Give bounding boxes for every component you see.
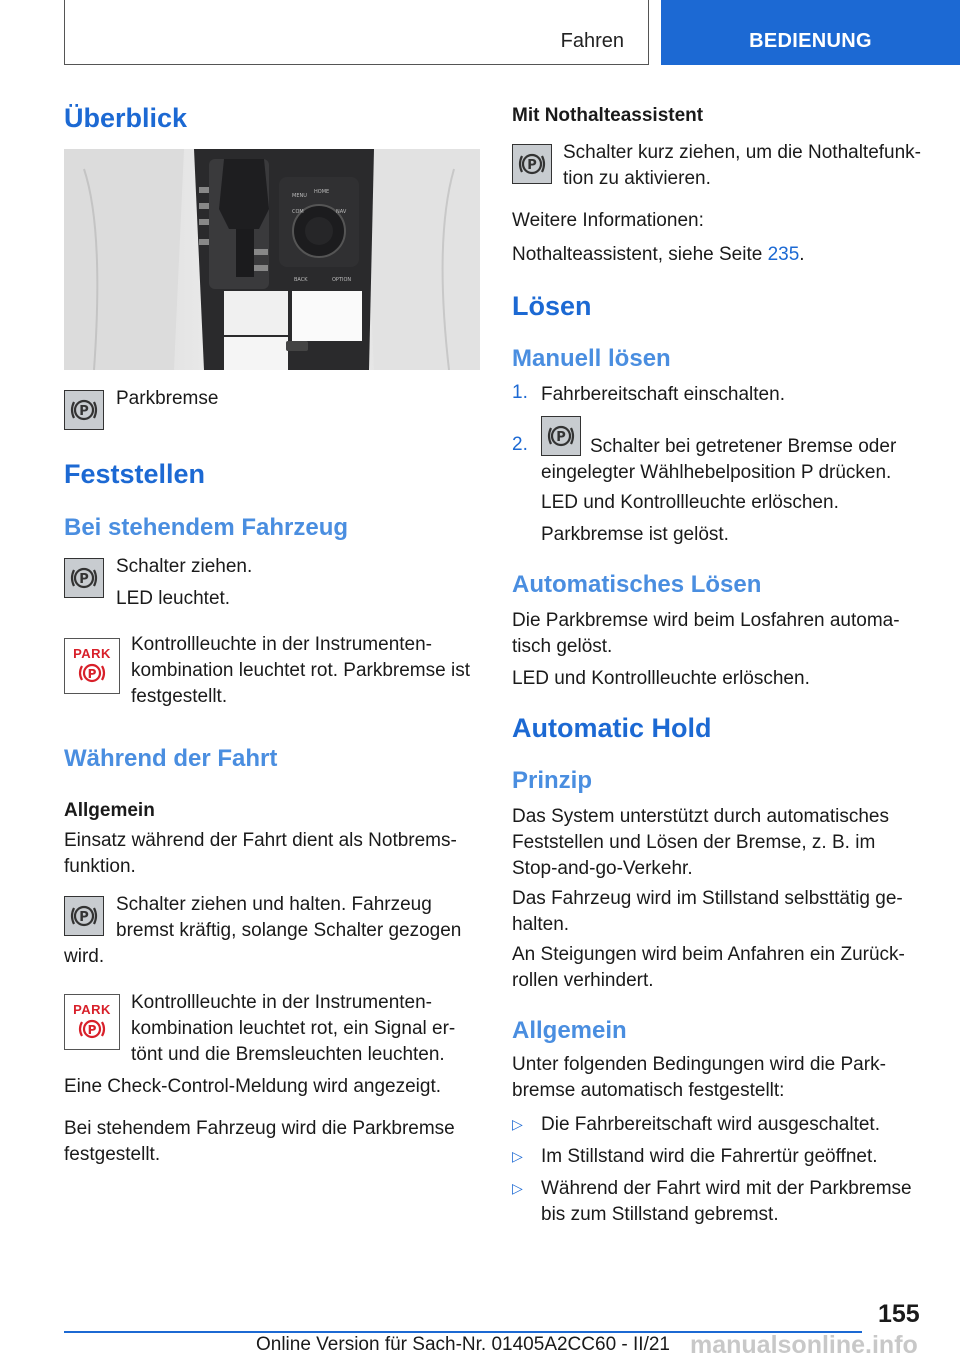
page-number: 155	[878, 1300, 920, 1328]
heading-allgemein-left: Allgemein	[64, 800, 155, 821]
text-step-2-l2: eingelegter Wählhebelposition P drücken.	[541, 462, 892, 483]
console-label-back: BACK	[294, 277, 308, 283]
svg-text:P: P	[79, 910, 89, 925]
text-einsatz-l1: Einsatz während der Fahrt dient als Notbrems‐	[64, 830, 457, 851]
text-auto-l2: tisch gelöst.	[512, 636, 613, 657]
list-item-continued: bis zum Stillstand gebremst.	[541, 1204, 779, 1225]
text-kontrollleuchte-2-l2: kombination leuchtet rot, ein Signal er‐	[131, 1018, 456, 1039]
text-schalter-ziehen: Schalter ziehen.	[116, 556, 253, 577]
svg-text:P: P	[87, 666, 97, 681]
svg-text:P: P	[527, 158, 537, 173]
text-step-2-l1: Schalter bei getretener Bremse oder	[590, 436, 897, 457]
park-word: PARK	[73, 645, 111, 661]
parking-brake-switch-icon	[64, 896, 104, 936]
text-prinzip-l6: An Steigungen wird beim Anfahren ein Zurück‐	[512, 944, 905, 965]
heading-feststellen: Feststellen	[64, 459, 206, 489]
svg-text:P: P	[87, 1022, 97, 1037]
console-label-option: OPTION	[332, 277, 352, 283]
header-tab-label: BEDIENUNG	[749, 30, 872, 52]
bullet-triangle-icon: ▷	[512, 1180, 523, 1196]
park-warning-lamp-icon	[64, 638, 120, 694]
text-led-leuchtet: LED leuchtet.	[116, 588, 231, 609]
list-item: Während der Fahrt wird mit der Parkbremse	[541, 1178, 912, 1199]
text-kontrollleuchte-2-l1: Kontrollleuchte in der Instrumenten‐	[131, 992, 432, 1013]
header-frame	[64, 0, 649, 65]
text-prinzip-l3: Stop-and-go-Verkehr.	[512, 858, 693, 879]
bullet-triangle-icon: ▷	[512, 1116, 523, 1132]
text-step-2-l4: Parkbremse ist gelöst.	[541, 524, 729, 545]
text-nothalt-reference	[512, 242, 805, 268]
svg-text:P: P	[79, 572, 89, 587]
text-auto-l3: LED und Kontrollleuchte erlöschen.	[512, 668, 810, 689]
text-nothalt-l2: tion zu aktivieren.	[563, 168, 711, 189]
text-halten-l2: bremst kräftig, solange Schalter gezogen	[116, 920, 462, 941]
parking-brake-switch-icon	[64, 390, 104, 430]
heading-automatic-hold: Automatic Hold	[512, 713, 712, 743]
heading-stehendem-fahrzeug: Bei stehendem Fahrzeug	[64, 514, 349, 541]
center-console-illustration	[64, 149, 480, 370]
step-number-1: 1.	[512, 382, 528, 403]
header-tab	[661, 0, 960, 65]
heading-automatisches-loesen: Automatisches Lösen	[512, 571, 762, 598]
bullet-triangle-icon: ▷	[512, 1148, 523, 1164]
page-link-235[interactable]: 235	[767, 244, 800, 265]
text-kontrollleuchte-1-l1: Kontrollleuchte in der Instrumenten‐	[131, 634, 432, 655]
text-prinzip-l1: Das System unterstützt durch automatisches	[512, 806, 889, 827]
step-number-2: 2.	[512, 434, 528, 455]
heading-waehrend-der-fahrt: Während der Fahrt	[64, 745, 278, 772]
text-step-1: Fahrbereitschaft einschalten.	[541, 384, 785, 405]
text-prinzip-l2: Feststellen und Lösen der Bremse, z. B. im	[512, 832, 876, 853]
text-check-control: Eine Check-Control-Meldung wird angezeigt.	[64, 1076, 442, 1097]
header-section: Fahren	[560, 30, 624, 52]
heading-allgemein-right: Allgemein	[512, 1017, 627, 1044]
parking-brake-switch-icon	[64, 558, 104, 598]
console-label-home: HOME	[314, 189, 330, 195]
text-auto-l1: Die Parkbremse wird beim Losfahren automa‐	[512, 610, 900, 631]
watermark: manualsonline.info	[690, 1331, 918, 1359]
ref-text: Nothalteassistent, siehe Seite	[512, 244, 768, 265]
text-kontrollleuchte-1-l2: kombination leuchtet rot. Parkbremse ist	[131, 660, 470, 681]
console-label-menu: MENU	[292, 193, 307, 199]
text-halten-l3: wird.	[64, 946, 105, 967]
footer-online-version: Online Version für Sach-Nr. 01405A2CC60 - II/21	[255, 1334, 670, 1355]
list-item: Die Fahrbereitschaft wird ausgeschaltet.	[541, 1114, 880, 1135]
text-halten-l1: Schalter ziehen und halten. Fahrzeug	[116, 894, 432, 915]
center-console-photo	[64, 149, 480, 370]
svg-text:P: P	[556, 430, 566, 445]
text-final-l2: festgestellt.	[64, 1144, 161, 1165]
ref-end: .	[799, 244, 805, 265]
console-label-nav: NAV	[336, 209, 347, 215]
text-nothalt-l1: Schalter kurz ziehen, um die Nothaltefunk‐	[563, 142, 922, 163]
parking-brake-switch-icon	[512, 144, 552, 184]
console-label-com: COM	[292, 209, 304, 215]
park-warning-lamp-icon	[64, 994, 120, 1050]
parking-brake-switch-icon	[541, 416, 581, 456]
text-final-l1: Bei stehendem Fahrzeug wird die Parkbremse	[64, 1118, 455, 1139]
text-allgemein-l2: bremse automatisch festgestellt:	[512, 1080, 785, 1101]
text-kontrollleuchte-2-l3: tönt und die Bremsleuchten leuchten.	[131, 1044, 445, 1065]
text-weitere-informationen: Weitere Informationen:	[512, 210, 704, 231]
park-word: PARK	[73, 1001, 111, 1017]
svg-text:P: P	[79, 404, 89, 419]
text-prinzip-l7: rollen verhindert.	[512, 970, 654, 991]
list-item: Im Stillstand wird die Fahrertür geöffnet.	[541, 1146, 878, 1167]
heading-mit-nothalteassistent: Mit Nothalteassistent	[512, 105, 704, 126]
text-prinzip-l4: Das Fahrzeug wird im Stillstand selbsttätig ge‐	[512, 888, 903, 909]
text-einsatz-l2: funktion.	[64, 856, 136, 877]
heading-manuell-loesen: Manuell lösen	[512, 345, 671, 372]
heading-prinzip: Prinzip	[512, 767, 593, 794]
text-prinzip-l5: halten.	[512, 914, 570, 935]
caption-parkbremse: Parkbremse	[116, 388, 219, 409]
heading-loesen: Lösen	[512, 291, 592, 321]
text-kontrollleuchte-1-l3: festgestellt.	[131, 686, 228, 707]
heading-ueberblick: Überblick	[64, 103, 188, 133]
text-allgemein-l1: Unter folgenden Bedingungen wird die Park‐	[512, 1054, 886, 1075]
text-step-2-l3: LED und Kontrollleuchte erlöschen.	[541, 492, 839, 513]
